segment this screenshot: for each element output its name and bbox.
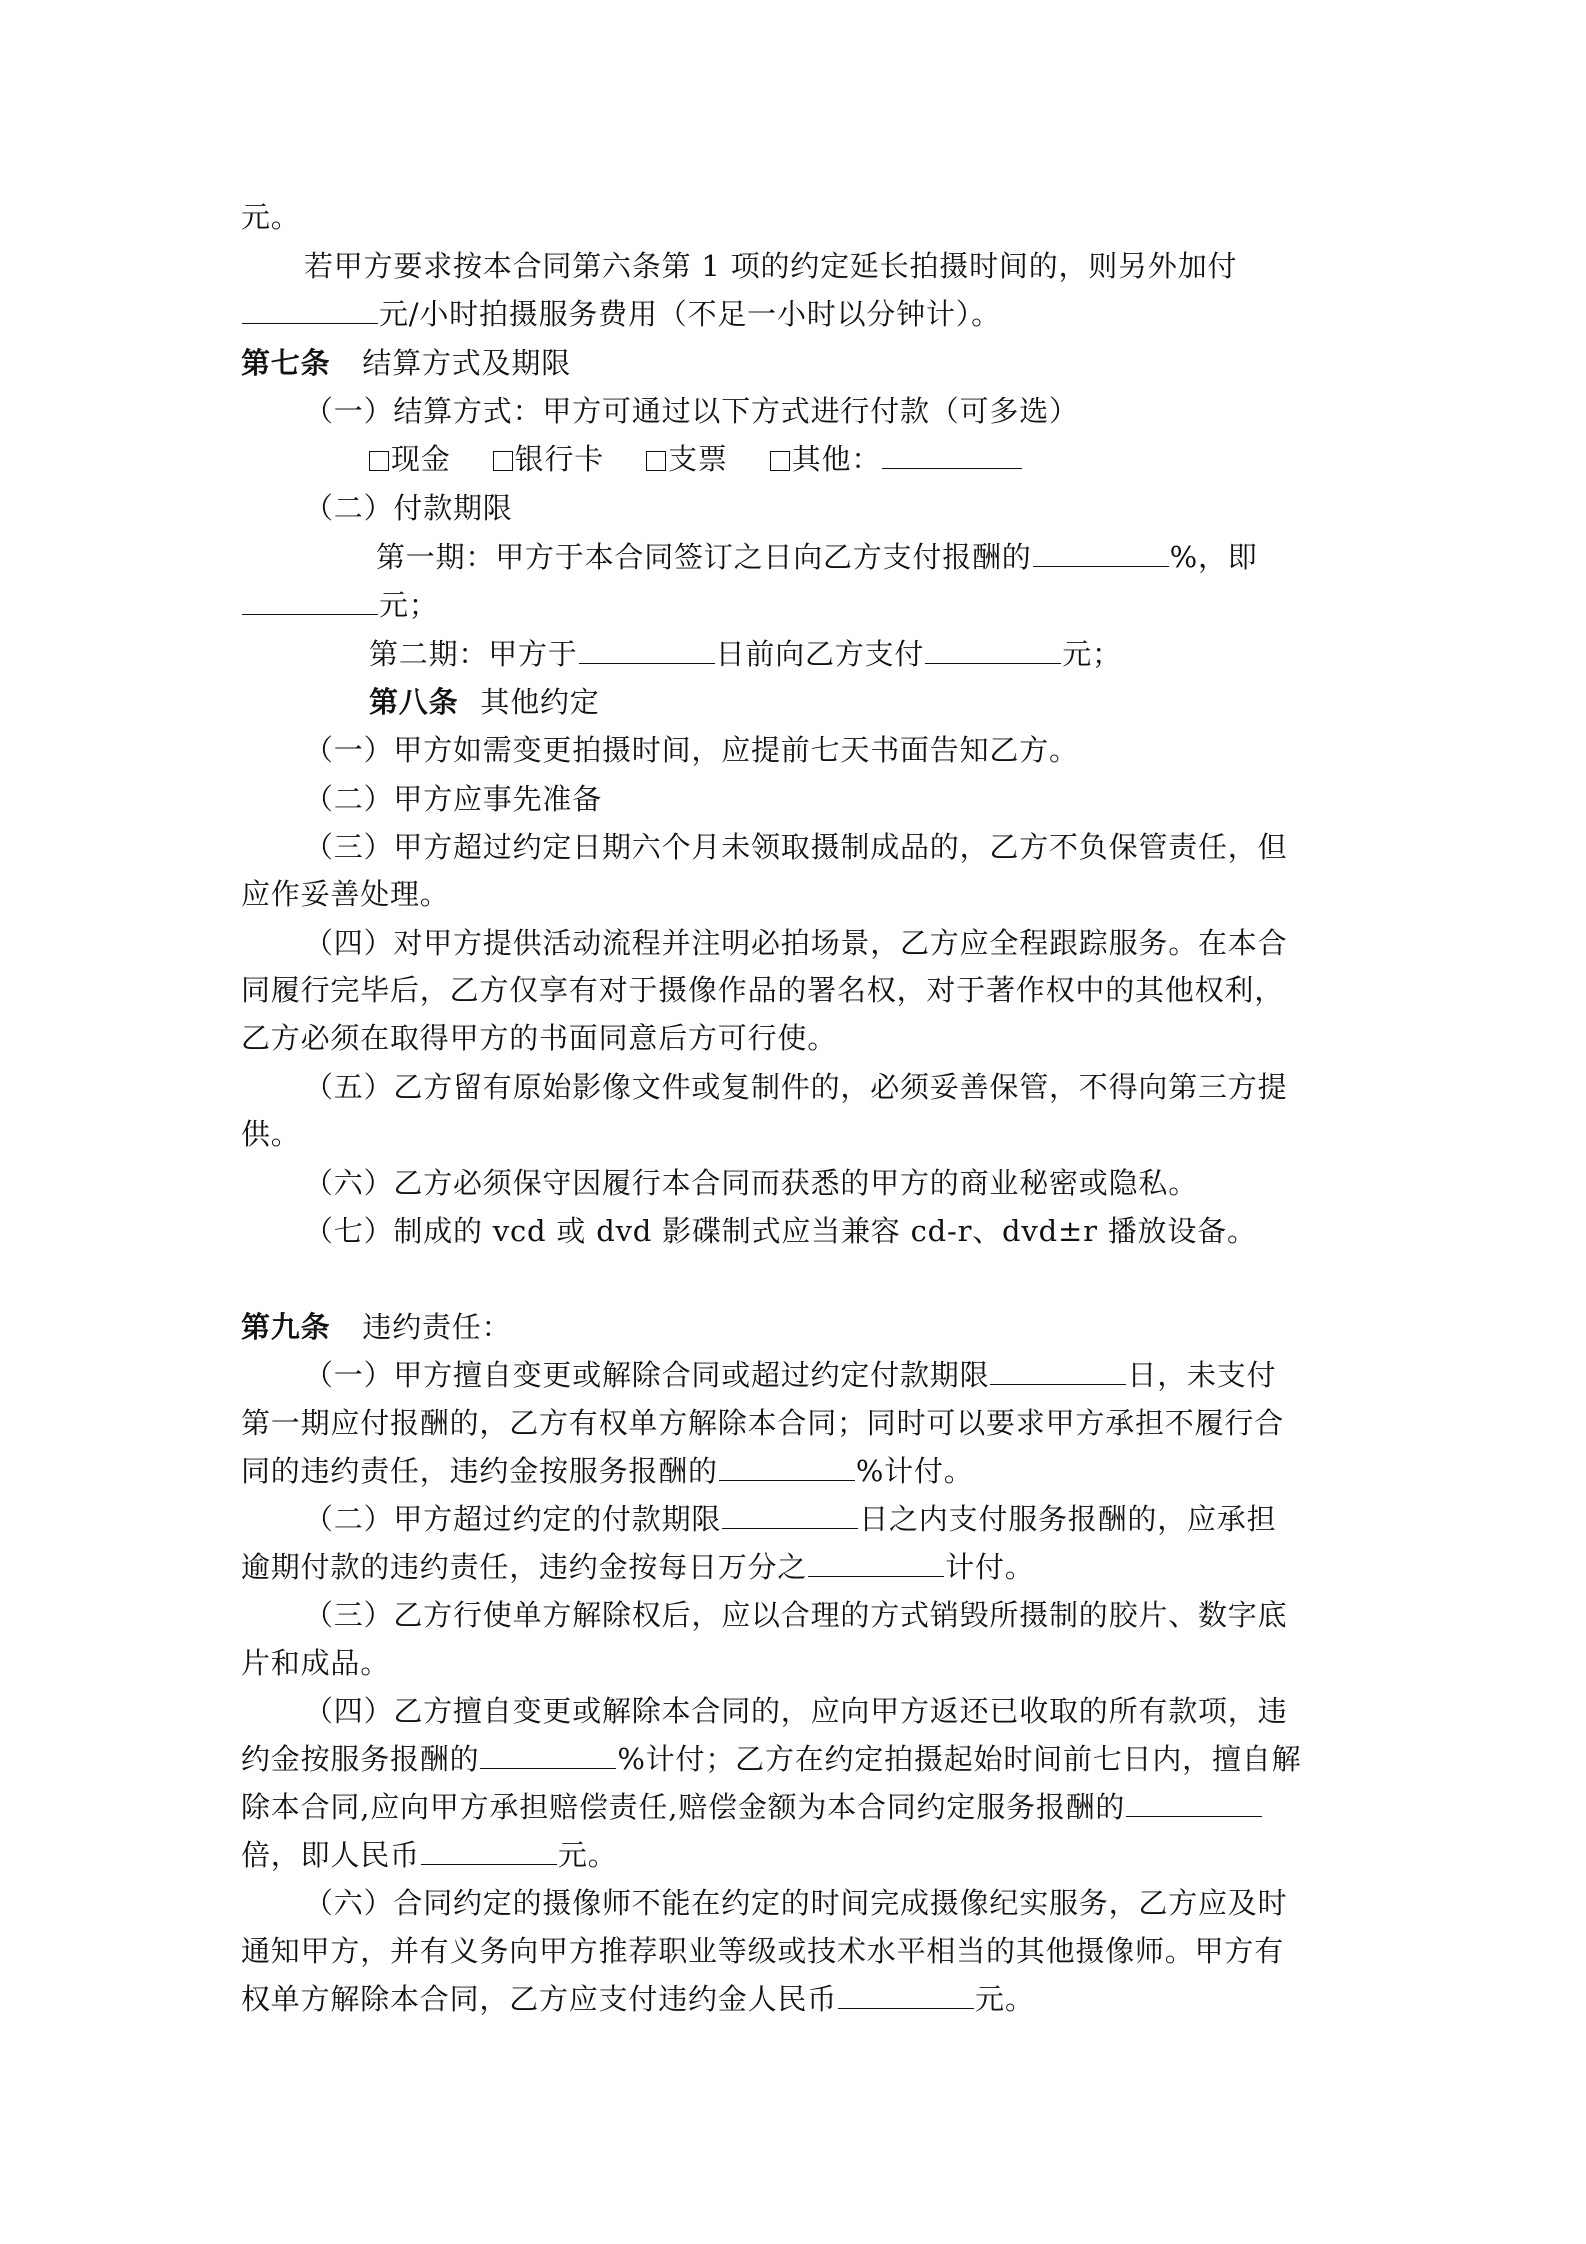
text-line: 第二期：甲方于 日前向乙方支付 元；	[369, 637, 1122, 671]
fill-in-blank[interactable]	[925, 662, 1061, 664]
article-title: 违约责任：	[362, 1310, 512, 1344]
text-line: 元。	[241, 200, 301, 234]
text-line: （二）付款期限	[304, 491, 513, 525]
text-line: 倍，即人民币 元。	[241, 1838, 618, 1872]
article-number: 第七条	[241, 346, 331, 380]
fill-in-blank[interactable]	[480, 1767, 616, 1769]
fill-in-blank[interactable]	[579, 662, 715, 664]
text-line: （一）结算方式：甲方可通过以下方式进行付款（可多选）	[304, 394, 1079, 428]
section-heading	[369, 682, 1351, 722]
fill-in-blank[interactable]	[1126, 1815, 1262, 1817]
text-line: 元/小时拍摄服务费用（不足一小时以分钟计）。	[241, 294, 1351, 334]
text-line: （四）乙方擅自变更或解除本合同的，应向甲方返还已收取的所有款项，违	[304, 1694, 1288, 1728]
text-line: 逾期付款的违约责任，违约金按每日万分之 计付。	[241, 1550, 1035, 1584]
text-line: （六）合同约定的摄像师不能在约定的时间完成摄像纪实服务，乙方应及时	[304, 1886, 1288, 1920]
text-line: 若甲方要求按本合同第六条第 1 项的约定延长拍摄时间的，则另外加付	[304, 249, 1238, 283]
checkbox-cheque[interactable]	[646, 451, 666, 471]
text-line: 供。	[241, 1117, 301, 1151]
article-title: 其他约定	[480, 685, 600, 719]
article-title: 结算方式及期限	[362, 346, 572, 380]
fill-in-blank[interactable]	[242, 613, 378, 615]
section-heading	[241, 343, 1351, 383]
text-line: 乙方必须在取得甲方的书面同意后方可行使。	[241, 1021, 838, 1055]
text-line: （五）乙方留有原始影像文件或复制件的，必须妥善保管，不得向第三方提	[304, 1070, 1288, 1104]
text-line: 同的违约责任，违约金按服务报酬的 %计付。	[241, 1454, 974, 1488]
text-line: （七）制成的 vcd 或 dvd 影碟制式应当兼容 cd-r、dvd±r 播放设备。	[304, 1214, 1257, 1248]
fill-in-blank[interactable]	[990, 1383, 1126, 1385]
section-heading	[241, 1307, 1351, 1347]
text-line: 应作妥善处理。	[241, 877, 450, 911]
text-line: （三）甲方超过约定日期六个月未领取摄制成品的，乙方不负保管责任，但	[304, 830, 1288, 864]
fill-in-blank[interactable]	[882, 467, 1022, 469]
text-line: （二）甲方应事先准备	[304, 782, 603, 816]
text-line: 元；	[241, 585, 1351, 625]
fill-in-blank[interactable]	[1033, 565, 1169, 567]
text-line: 同履行完毕后，乙方仅享有对于摄像作品的署名权，对于著作权中的其他权利，	[241, 973, 1285, 1007]
text-line: 片和成品。	[241, 1646, 391, 1680]
text-line: 通知甲方，并有义务向甲方推荐职业等级或技术水平相当的其他摄像师。甲方有	[241, 1934, 1285, 1968]
text-line: （一）甲方如需变更拍摄时间，应提前七天书面告知乙方。	[304, 733, 1079, 767]
text-line: 权单方解除本合同，乙方应支付违约金人民币 元。	[241, 1982, 1035, 2016]
fill-in-blank[interactable]	[242, 322, 378, 324]
text-line: 除本合同,应向甲方承担赔偿责任,赔偿金额为本合同约定服务报酬的	[241, 1787, 1351, 1827]
text-line: （三）乙方行使单方解除权后，应以合理的方式销毁所摄制的胶片、数字底	[304, 1598, 1288, 1632]
fill-in-blank[interactable]	[838, 2007, 974, 2009]
text-line: （四）对甲方提供活动流程并注明必拍场景，乙方应全程跟踪服务。在本合	[304, 926, 1288, 960]
fill-in-blank[interactable]	[421, 1863, 557, 1865]
text-line: （六）乙方必须保守因履行本合同而获悉的甲方的商业秘密或隐私。	[304, 1166, 1199, 1200]
article-number: 第九条	[241, 1310, 331, 1344]
checkbox-bank-card[interactable]	[493, 451, 513, 471]
fill-in-blank[interactable]	[808, 1575, 944, 1577]
checkbox-cash[interactable]	[369, 451, 389, 471]
payment-options: 现金 银行卡 支票 其他：	[369, 439, 1351, 479]
fill-in-blank[interactable]	[719, 1479, 855, 1481]
text-line: 约金按服务报酬的 %计付；乙方在约定拍摄起始时间前七日内，擅自解	[241, 1742, 1302, 1776]
text-line: （二）甲方超过约定的付款期限 日之内支付服务报酬的，应承担	[304, 1502, 1277, 1536]
checkbox-other[interactable]	[770, 451, 790, 471]
text-line: 第一期：甲方于本合同签订之日向乙方支付报酬的 %，即	[376, 540, 1258, 574]
fill-in-blank[interactable]	[722, 1527, 858, 1529]
text-line: （一）甲方擅自变更或解除合同或超过约定付款期限 日，未支付	[304, 1358, 1277, 1392]
article-number: 第八条	[369, 685, 459, 719]
text-line: 第一期应付报酬的，乙方有权单方解除本合同；同时可以要求甲方承担不履行合	[241, 1406, 1285, 1440]
